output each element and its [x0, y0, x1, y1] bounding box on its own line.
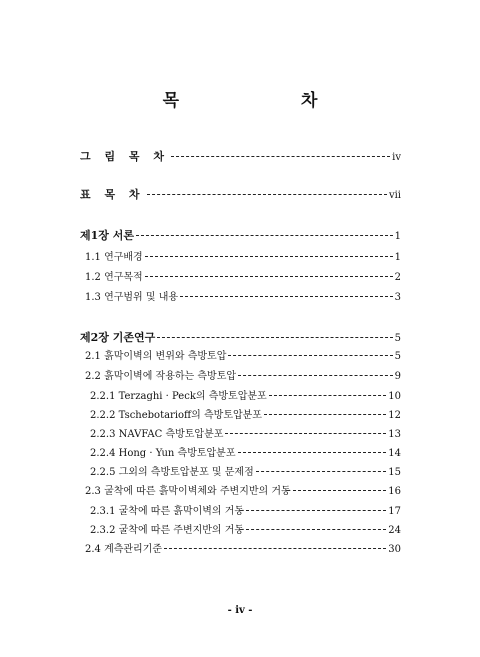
- dot-leader: [228, 355, 392, 356]
- dot-leader: [225, 433, 386, 434]
- toc-label: 2.4 계측관리기준: [85, 544, 163, 555]
- toc-label: 2.2.1 Terzaghi · Peck의 측방토압분포: [90, 391, 267, 402]
- toc-page-number: vii: [388, 190, 401, 201]
- toc-label: 2.2.5 그외의 측방토압분포 및 문제점: [90, 467, 254, 478]
- toc-page-number: 16: [388, 486, 401, 497]
- dot-leader: [145, 276, 393, 277]
- toc-page-number: 17: [388, 506, 401, 517]
- toc-label: 2.2 흙막이벽에 작용하는 측방토압: [85, 371, 237, 382]
- toc-label: 2.2.3 NAVFAC 측방토압분포: [90, 429, 224, 440]
- toc-entry-1-2[interactable]: [85, 271, 401, 285]
- toc-page-number: 5: [394, 351, 401, 362]
- toc-label: 그 림 목 차: [80, 150, 169, 163]
- toc-page-number: 5: [394, 333, 401, 344]
- dot-leader: [157, 337, 392, 338]
- dot-leader: [180, 296, 393, 297]
- toc-entry-chapter-2[interactable]: [80, 331, 401, 345]
- toc-page-number: 14: [388, 448, 401, 459]
- toc-label: 1.3 연구범위 및 내용: [85, 292, 179, 303]
- toc-entry-1-1[interactable]: [85, 251, 401, 265]
- toc-entry-list-of-tables[interactable]: [80, 188, 401, 202]
- toc-label: 2.3.2 굴착에 따른 주변지반의 거동: [90, 525, 245, 536]
- toc-entry-chapter-1[interactable]: [80, 229, 401, 243]
- toc-page-number: 1: [394, 252, 401, 263]
- toc-label: 제1장 서론: [80, 229, 134, 242]
- toc-page-number: 12: [388, 410, 401, 421]
- dot-leader: [264, 414, 386, 415]
- toc-label: 표 목 차: [80, 188, 145, 201]
- dot-leader: [145, 256, 393, 257]
- toc-entry-2-3-1[interactable]: [90, 505, 401, 519]
- toc-label: 2.3.1 굴착에 따른 흙막이벽의 거동: [90, 506, 245, 517]
- toc-page-number: 3: [394, 292, 401, 303]
- toc-label: 2.2.2 Tschebotarioff의 측방토압분포: [90, 410, 262, 421]
- dot-leader: [238, 452, 387, 453]
- toc-label: 2.2.4 Hong · Yun 측방토압분포: [90, 448, 236, 459]
- toc-entry-2-2-3[interactable]: [90, 428, 401, 442]
- dot-leader: [171, 156, 390, 157]
- dot-leader: [164, 548, 386, 549]
- toc-label: 제2장 기존연구: [80, 331, 156, 344]
- toc-entry-2-4[interactable]: [85, 543, 401, 557]
- dot-leader: [293, 490, 387, 491]
- toc-page-number: 24: [388, 525, 401, 536]
- toc-page-number: 15: [388, 467, 401, 478]
- toc-entry-2-1[interactable]: [85, 350, 401, 364]
- toc-page-number: 9: [394, 371, 401, 382]
- toc-entry-2-2-5[interactable]: [90, 466, 401, 480]
- toc-entry-2-2-2[interactable]: [90, 409, 401, 423]
- toc-entry-2-2-4[interactable]: [90, 447, 401, 461]
- toc-page-number: 10: [388, 391, 401, 402]
- dot-leader: [238, 375, 393, 376]
- toc-page-number: 1: [394, 231, 401, 242]
- dot-leader: [147, 194, 387, 195]
- toc-entry-list-of-figures[interactable]: [80, 150, 401, 164]
- dot-leader: [256, 471, 387, 472]
- toc-entry-2-2-1[interactable]: [90, 390, 401, 404]
- page-title: 목 차: [162, 91, 376, 111]
- toc-entry-2-2[interactable]: [85, 370, 401, 384]
- toc-label: 2.3 굴착에 따른 흙막이벽체와 주변지반의 거동: [85, 486, 291, 497]
- toc-label: 1.2 연구목적: [85, 272, 143, 283]
- toc-entry-1-3[interactable]: [85, 291, 401, 305]
- toc-page-number: 13: [388, 429, 401, 440]
- toc-page-number: 30: [388, 544, 401, 555]
- dot-leader: [269, 395, 387, 396]
- toc-entry-2-3[interactable]: [85, 485, 401, 499]
- toc-page-number: 2: [394, 272, 401, 283]
- dot-leader: [246, 529, 386, 530]
- dot-leader: [136, 235, 393, 236]
- toc-label: 1.1 연구배경: [85, 252, 143, 263]
- toc-label: 2.1 흙막이벽의 변위와 측방토압: [85, 351, 227, 362]
- page-footer: - iv -: [227, 605, 253, 616]
- toc-page-number: iv: [392, 152, 401, 163]
- toc-entry-2-3-2[interactable]: [90, 524, 401, 538]
- dot-leader: [246, 510, 386, 511]
